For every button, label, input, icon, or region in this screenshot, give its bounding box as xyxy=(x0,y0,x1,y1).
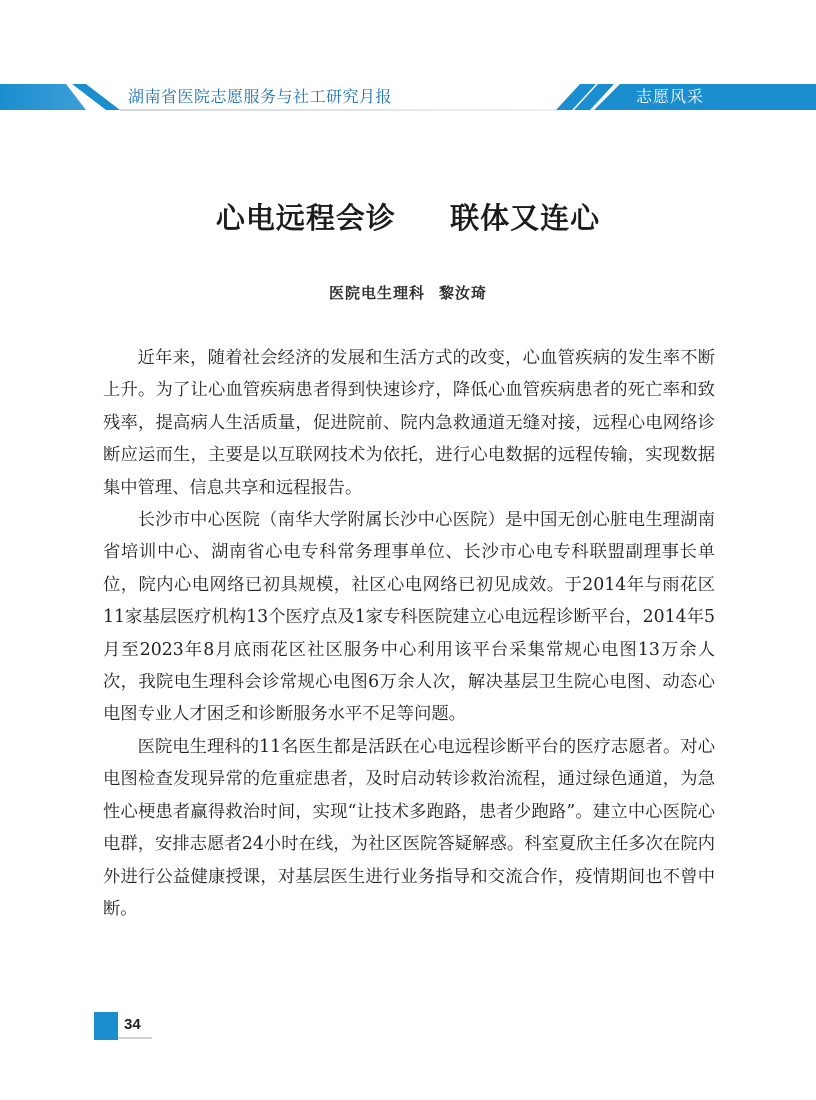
page-number: 34 xyxy=(124,1016,141,1033)
page-number-marker xyxy=(94,1012,118,1040)
paragraph: 长沙市中心医院（南华大学附属长沙中心医院）是中国无创心脏电生理湖南省培训中心、湖南省心电专科常务理事单位、长沙市心电专科联盟副理事长单位，院内心电网络已初具规模，社区心电网络已初见成效。于2014年与雨花区11家基层医疗机构13个医疗点及1家专科医院建立心电远程诊断平台，2014年5月至2023年8月底雨花区社区服务中心利用该平台采集常规心电图13万余人次，我院电生理科会诊常规心电图6万余人次，解决基层卫生院心电图、动态心电图专业人才困乏和诊断服务水平不足等问题。 xyxy=(103,510,715,725)
header-left-block xyxy=(0,84,86,110)
paragraph: 近年来，随着社会经济的发展和生活方式的改变，心血管疾病的发生率不断上升。为了让心血管疾病患者得到快速诊疗，降低心血管疾病患者的死亡率和致残率，提高病人生活质量，促进院前、院内急救通道无缝对接，远程心电网络诊断应运而生，主要是以互联网技术为依托，进行心电数据的远程传输，实现数据集中管理、信息共享和远程报告。 xyxy=(103,348,715,498)
article-body xyxy=(103,342,715,925)
byline xyxy=(0,282,816,303)
journal-title: 湖南省医院志愿服务与社工研究月报 xyxy=(128,87,393,106)
paragraph: 医院电生理科的11名医生都是活跃在心电远程诊断平台的医疗志愿者。对心电图检查发现异常的危重症患者，及时启动转诊救治流程，通过绿色通道，为急性心梗患者赢得救治时间，实现“让技术多跑路，患者少跑路”。建立中心医院心电群，安排志愿者24小时在线，为社区医院答疑解惑。科室夏欣主任多次在院内外进行公益健康授课，对基层医生进行业务指导和交流合作，疫情期间也不曾中断。 xyxy=(103,736,715,919)
page-number-rule xyxy=(118,1037,152,1039)
header-rule xyxy=(120,109,560,111)
author-name: 黎汝琦 xyxy=(439,284,488,302)
article-title: 心电远程会诊 联体又连心 xyxy=(215,201,601,235)
header-right-block xyxy=(594,84,816,110)
author-department: 医院电生理科 xyxy=(328,284,425,302)
section-label: 志愿风采 xyxy=(636,87,705,106)
